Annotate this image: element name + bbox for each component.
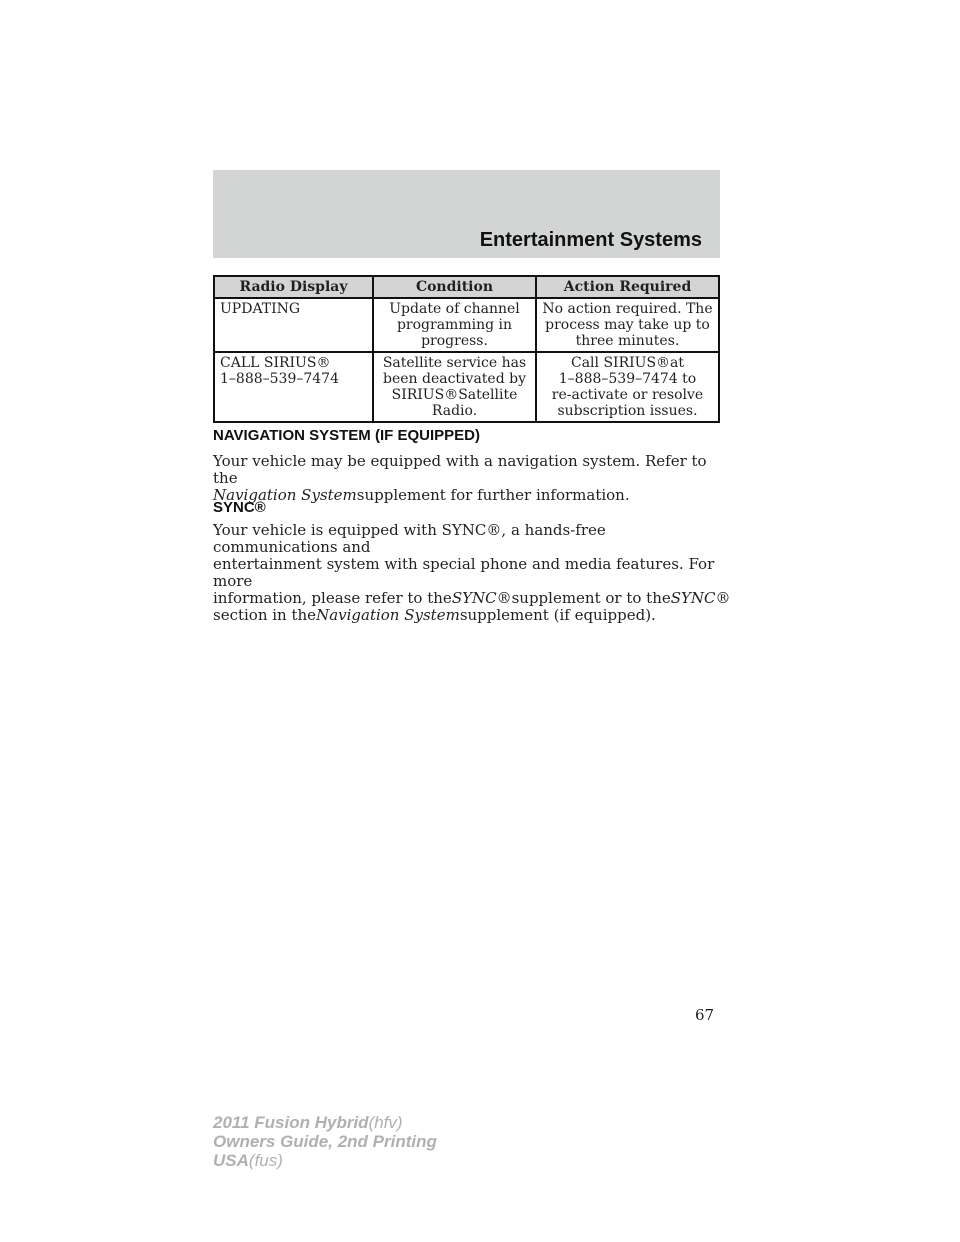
cell-text: UPDATING bbox=[220, 301, 301, 317]
column-header-condition: Condition bbox=[373, 276, 536, 298]
cell-text: Update of channel bbox=[389, 301, 520, 317]
cell-text: SIRIUS®Satellite bbox=[391, 387, 518, 403]
section-title: Entertainment Systems bbox=[479, 229, 702, 251]
cell-text: Radio. bbox=[431, 403, 478, 419]
column-header-action-required: Action Required bbox=[536, 276, 719, 298]
text-run: supplement for further information. bbox=[356, 486, 630, 504]
cell-text: Call SIRIUS®at bbox=[570, 355, 685, 371]
footer-line: Owners Guide, 2nd Printing bbox=[213, 1132, 437, 1151]
footer-market: USA bbox=[213, 1151, 249, 1170]
cell-condition bbox=[373, 352, 536, 422]
italic-ref: SYNC® bbox=[670, 589, 731, 607]
footer-line bbox=[213, 1113, 437, 1132]
cell-text: progress. bbox=[421, 333, 488, 349]
cell-text: 1–888–539–7474 bbox=[220, 371, 339, 387]
column-header-radio-display: Radio Display bbox=[214, 276, 373, 298]
sync-paragraph bbox=[213, 522, 733, 624]
cell-text: re-activate or resolve bbox=[551, 387, 704, 403]
paragraph-line: Your vehicle is equipped with SYNC®, a hands-free communications and bbox=[213, 521, 606, 556]
cell-text: process may take up to bbox=[545, 317, 710, 333]
text-run: supplement (if equipped). bbox=[459, 606, 656, 624]
document-footer bbox=[213, 1113, 437, 1170]
table-header-row bbox=[214, 276, 719, 298]
cell-condition bbox=[373, 298, 536, 352]
paragraph-line bbox=[213, 487, 733, 504]
navigation-paragraph bbox=[213, 453, 733, 504]
cell-radio-display bbox=[214, 352, 373, 422]
footer-model: 2011 Fusion Hybrid bbox=[213, 1113, 369, 1132]
cell-action-required bbox=[536, 298, 719, 352]
italic-ref: Navigation System bbox=[213, 486, 357, 504]
text-run: supplement or to the bbox=[511, 589, 671, 607]
cell-text: Satellite service has bbox=[382, 355, 527, 371]
sync-heading: SYNC® bbox=[213, 499, 266, 516]
footer-code: (fus) bbox=[248, 1151, 283, 1170]
text-run: section in the bbox=[213, 606, 317, 624]
cell-text: subscription issues. bbox=[557, 403, 698, 419]
section-header-band bbox=[213, 170, 720, 258]
cell-text: No action required. The bbox=[542, 301, 713, 317]
text-run: information, please refer to the bbox=[213, 589, 452, 607]
italic-ref: SYNC® bbox=[451, 589, 512, 607]
cell-action-required bbox=[536, 352, 719, 422]
cell-radio-display bbox=[214, 298, 373, 352]
cell-text: CALL SIRIUS® bbox=[220, 355, 331, 371]
paragraph-line: entertainment system with special phone and media features. For more bbox=[213, 555, 715, 590]
paragraph-line bbox=[213, 607, 733, 624]
navigation-heading: NAVIGATION SYSTEM (IF EQUIPPED) bbox=[213, 427, 480, 444]
italic-ref: Navigation System bbox=[316, 606, 460, 624]
page-number: 67 bbox=[695, 1006, 715, 1024]
radio-display-table bbox=[213, 275, 720, 423]
paragraph-line bbox=[213, 590, 733, 607]
cell-text: programming in bbox=[396, 317, 513, 333]
cell-text: 1–888–539–7474 to bbox=[558, 371, 697, 387]
paragraph-line: Your vehicle may be equipped with a navigation system. Refer to the bbox=[213, 452, 707, 487]
footer-line bbox=[213, 1151, 437, 1170]
table-row bbox=[214, 352, 719, 422]
table-row bbox=[214, 298, 719, 352]
cell-text: three minutes. bbox=[575, 333, 680, 349]
cell-text: been deactivated by bbox=[383, 371, 526, 387]
footer-code: (hfv) bbox=[368, 1113, 403, 1132]
